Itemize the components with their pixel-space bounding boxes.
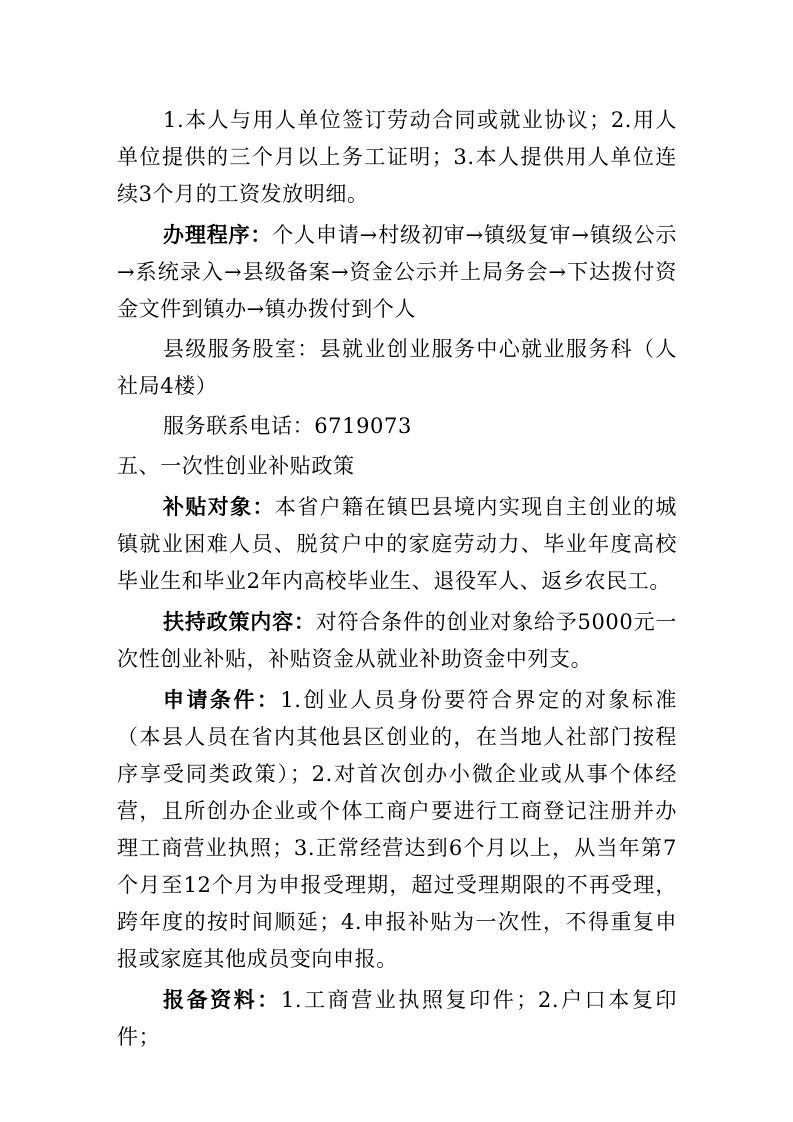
application-conditions-text: 1.创业人员身份要符合界定的对象标准（本县人员在省内其他县区创业的，在当地人社部门按程序享受同类政策）；2.对首次创办小微企业或从事个体经营，且所创办企业或个体工商户要进行工商登记注册并办理工商营业执照；3.正常经营达到6个月以上，从当年第7个月至12个月为申报受理期，超过受理期限的不再受理，跨年度的按时间顺延；4.申报补贴为一次性，不得重复申报或家庭其他成员变向申报。 <box>117 688 677 971</box>
application-conditions-paragraph <box>117 681 677 978</box>
subsidy-target-paragraph <box>117 488 677 600</box>
document-page <box>117 102 677 1056</box>
procedure-text: 个人申请→村级初审→镇级复审→镇级公示→系统录入→县级备案→资金公示并上局务会→下达拨付资金文件到镇办→镇办拨付到个人 <box>117 223 678 321</box>
application-conditions-label: 申请条件： <box>163 687 281 712</box>
materials-paragraph <box>117 102 677 213</box>
filing-materials-label: 报备资料： <box>163 987 281 1012</box>
section-heading <box>117 448 677 485</box>
support-policy-text: 对符合条件的创业对象给予5000元一次性创业补贴，补贴资金从就业补助资金中列支。 <box>117 610 677 671</box>
materials-text: 1.本人与用人单位签订劳动合同或就业协议；2.用人单位提供的三个月以上务工证明；3.本人提供用人单位连续3个月的工资发放明细。 <box>117 108 677 206</box>
service-phone-paragraph <box>117 408 677 445</box>
filing-materials-paragraph <box>117 981 677 1056</box>
support-policy-label: 扶持政策内容： <box>163 609 316 634</box>
procedure-paragraph <box>117 216 677 328</box>
service-office-paragraph <box>117 331 677 405</box>
subsidy-target-text: 本省户籍在镇巴县境内实现自主创业的城镇就业困难人员、脱贫户中的家庭劳动力、毕业年度高校毕业生和毕业2年内高校毕业生、退役军人、返乡农民工。 <box>117 495 677 593</box>
support-policy-paragraph <box>117 603 677 678</box>
service-office-text: 县级服务股室：县就业创业服务中心就业服务科（人社局4楼） <box>117 337 677 398</box>
service-phone-text: 服务联系电话：6719073 <box>163 414 412 438</box>
section-heading-text: 五、一次性创业补贴政策 <box>117 454 355 478</box>
filing-materials-text: 1.工商营业执照复印件；2.户口本复印件； <box>117 988 677 1049</box>
procedure-label: 办理程序： <box>163 222 273 247</box>
subsidy-target-label: 补贴对象： <box>163 494 275 519</box>
